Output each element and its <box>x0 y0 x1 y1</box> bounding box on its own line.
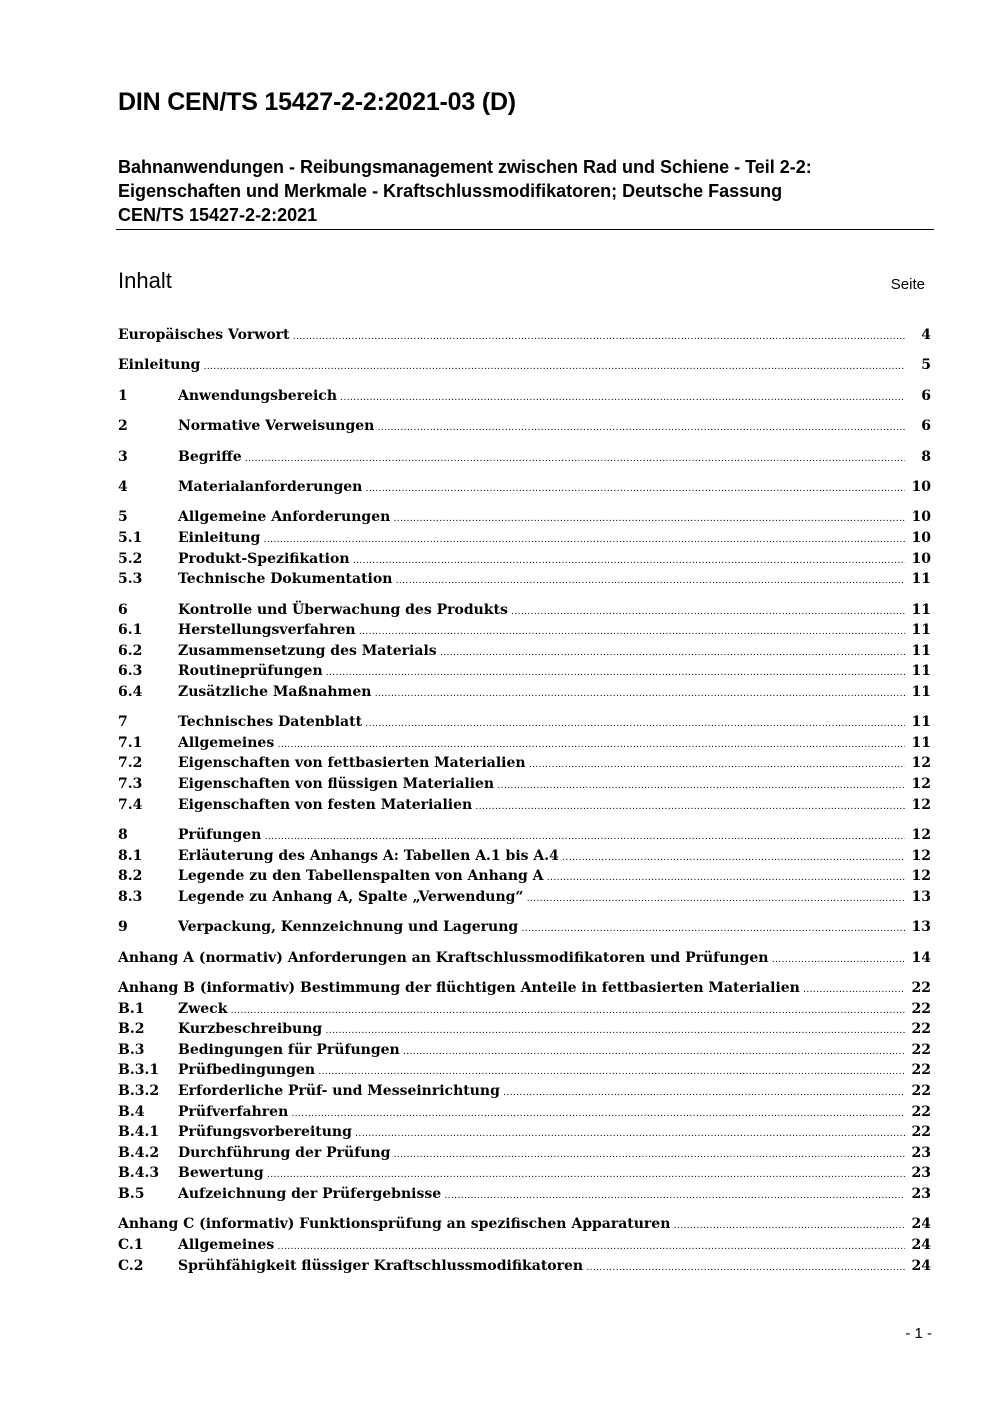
toc-entry-page: 12 <box>911 868 931 885</box>
toc-entry[interactable] <box>118 620 931 641</box>
toc-entry-label: Begriffe ..... <box>178 447 905 468</box>
toc-entry-label: Zweck ..... <box>178 999 905 1020</box>
toc-entry-page: 11 <box>911 601 931 618</box>
toc-entry-label: Allgemeine Anforderungen ..... <box>178 507 905 528</box>
toc-entry[interactable] <box>118 477 931 498</box>
toc-entry-label: Europäisches Vorwort ..... <box>118 325 905 346</box>
toc-entry-number: C.2 <box>118 1257 144 1274</box>
toc-entry-number: 6.2 <box>118 642 143 659</box>
toc-entry-page: 6 <box>921 418 931 435</box>
toc-entry-number: B.4 <box>118 1103 145 1120</box>
toc-entry-page: 6 <box>921 387 931 404</box>
toc-entry-page: 12 <box>911 847 931 864</box>
toc-entry[interactable] <box>118 1081 931 1102</box>
toc-entry-number: B.1 <box>118 1000 145 1017</box>
toc-page-column-label: Seite <box>890 276 925 293</box>
toc-entry-page: 11 <box>911 642 931 659</box>
toc-entry-page: 22 <box>911 1103 931 1120</box>
toc-entry-label: Allgemeines ..... <box>178 1235 905 1256</box>
toc-entry-page: 8 <box>921 448 931 465</box>
toc-entry-number: 5.3 <box>118 571 143 588</box>
toc-entry-number: 3 <box>118 448 128 465</box>
toc-entry-label: Eigenschaften von festen Materialien ..... <box>178 795 905 816</box>
toc-entry-number: 7.1 <box>118 734 143 751</box>
toc-entry-label: Anhang C (informativ) Funktionsprüfung an spezifischen Apparaturen ..... <box>118 1214 905 1235</box>
toc-entry-page: 14 <box>911 949 931 966</box>
toc-entry-page: 11 <box>911 734 931 751</box>
toc-entry[interactable] <box>118 917 931 938</box>
toc-entry[interactable] <box>118 549 931 570</box>
toc-entry-page: 22 <box>911 980 931 996</box>
toc-entry-page: 11 <box>911 663 931 680</box>
toc-entry-label: Durchführung der Prüfung ..... <box>178 1143 905 1164</box>
toc-entry-label: Kontrolle und Überwachung des Produkts ..... <box>178 600 905 621</box>
toc-entry[interactable] <box>118 447 931 468</box>
toc-entry-number: 6.3 <box>118 663 143 680</box>
toc-entry[interactable] <box>118 712 931 733</box>
toc-entry-number: 2 <box>118 418 128 435</box>
toc-entry-page: 12 <box>911 796 931 813</box>
toc-entry-page: 11 <box>911 571 931 588</box>
document-title-line: Bahnanwendungen - Reibungsmanagement zwischen Rad und Schiene - Teil 2-2: <box>118 157 812 177</box>
toc-entry[interactable] <box>118 1235 931 1256</box>
toc-entry-label: Legende zu Anhang A, Spalte „Verwendung“ ..... <box>178 887 905 908</box>
toc-entry[interactable] <box>118 641 931 662</box>
toc-entry-page: 10 <box>911 509 931 526</box>
toc-entry-label: Zusätzliche Maßnahmen ..... <box>178 682 905 703</box>
toc-entry-page: 12 <box>911 827 931 844</box>
toc-entry-label: Prüfungen ..... <box>178 825 905 846</box>
document-title-line: CEN/TS 15427-2-2:2021 <box>118 205 318 225</box>
toc-entry[interactable] <box>118 733 931 754</box>
toc-entry[interactable] <box>118 682 931 703</box>
toc-entry-label: Verpackung, Kennzeichnung und Lagerung ..... <box>178 917 905 938</box>
toc-entry[interactable] <box>118 569 931 590</box>
toc-entry-label: Herstellungsverfahren ..... <box>178 620 905 641</box>
toc-entry-label: Kurzbeschreibung ..... <box>178 1019 905 1040</box>
toc-entry-page: 23 <box>911 1185 931 1202</box>
toc-entry-page: 22 <box>911 1000 931 1017</box>
toc-entry[interactable] <box>118 825 931 846</box>
toc-entry-number: 5 <box>118 509 128 526</box>
toc-entry[interactable] <box>118 774 931 795</box>
toc-entry-number: 7.3 <box>118 776 143 793</box>
toc-entry-page: 11 <box>911 714 931 731</box>
toc-entry[interactable] <box>118 600 931 621</box>
toc-entry-page: 24 <box>911 1257 931 1274</box>
toc-entry-number: B.3.2 <box>118 1082 160 1099</box>
toc-entry-label: Bewertung ..... <box>178 1163 905 1184</box>
toc-entry-page: 13 <box>911 919 931 936</box>
toc-entry-page: 22 <box>911 1041 931 1058</box>
toc-entry[interactable] <box>118 999 931 1020</box>
page-number: - 1 - <box>905 1325 932 1342</box>
toc-entry-page: 23 <box>911 1165 931 1182</box>
toc-entry-label: Erforderliche Prüf- und Messeinrichtung ..... <box>178 1081 905 1102</box>
toc-entry-number: 1 <box>118 387 128 404</box>
toc-entry[interactable] <box>118 355 931 376</box>
toc-entry-label: Eigenschaften von flüssigen Materialien ..... <box>178 774 905 795</box>
toc-entry-page: 13 <box>911 888 931 905</box>
toc-entry[interactable] <box>118 661 931 682</box>
toc-entry-number: 6 <box>118 601 128 618</box>
toc-entry-page: 22 <box>911 1124 931 1141</box>
toc-entry-label: Technische Dokumentation ..... <box>178 569 905 590</box>
toc-entry[interactable] <box>118 507 931 528</box>
toc-entry-page: 22 <box>911 1062 931 1079</box>
toc-entry[interactable] <box>118 1040 931 1061</box>
toc-entry[interactable] <box>118 1163 931 1184</box>
toc-entry-number: B.4.3 <box>118 1165 160 1182</box>
toc-entry-number: 8 <box>118 827 128 844</box>
toc-entry-number: B.3.1 <box>118 1062 160 1079</box>
toc-entry-label: Allgemeines ..... <box>178 733 905 754</box>
toc-entry-page: 12 <box>911 755 931 772</box>
toc-entry-number: 6.1 <box>118 622 143 639</box>
document-title <box>118 155 934 227</box>
toc-entry[interactable] <box>118 1019 931 1040</box>
toc-entry-number: 9 <box>118 919 128 936</box>
toc-entry[interactable] <box>118 1256 931 1277</box>
toc-entry-page: 23 <box>911 1144 931 1161</box>
toc-entry[interactable] <box>118 846 931 867</box>
toc-entry-label: Zusammensetzung des Materials ..... <box>178 641 905 662</box>
toc-entry-page: 11 <box>911 622 931 639</box>
toc-entry-number: B.5 <box>118 1185 145 1202</box>
toc-entry-label: Anhang A (normativ) Anforderungen an Kraftschlussmodifikatoren und Prüfungen ..... <box>118 948 905 969</box>
toc-entry[interactable] <box>118 416 931 437</box>
toc-entry-page: 24 <box>911 1236 931 1253</box>
toc-entry[interactable] <box>118 1214 931 1235</box>
toc-entry[interactable] <box>118 887 931 908</box>
toc-entry-page: 12 <box>911 776 931 793</box>
toc-entry-label: Normative Verweisungen ..... <box>178 416 905 437</box>
toc-entry-label: Bedingungen für Prüfungen ..... <box>178 1040 905 1061</box>
toc-entry-number: B.2 <box>118 1021 145 1038</box>
toc-entry-number: 4 <box>118 478 128 495</box>
toc-entry-label: Einleitung ..... <box>178 528 905 549</box>
toc-entry-label: Produkt-Spezifikation ..... <box>178 549 905 570</box>
toc-entry-number: 7.4 <box>118 796 143 813</box>
toc-entry-page: 11 <box>911 683 931 700</box>
toc-entry[interactable] <box>118 386 931 407</box>
toc-entry-number: 6.4 <box>118 683 143 700</box>
toc-entry-number: C.1 <box>118 1236 144 1253</box>
toc-entry[interactable] <box>118 866 931 887</box>
toc-entry[interactable] <box>118 1122 931 1143</box>
toc-entry-number: B.4.1 <box>118 1124 160 1141</box>
title-divider <box>116 229 934 230</box>
toc-entry-label: Prüfbedingungen ..... <box>178 1060 905 1081</box>
toc-entry[interactable] <box>118 753 931 774</box>
toc-entry-label: Technisches Datenblatt ..... <box>178 712 905 733</box>
toc-entry-number: 7 <box>118 714 128 731</box>
toc-entry-page: 10 <box>911 478 931 495</box>
toc-entry-label: Prüfungsvorbereitung ..... <box>178 1122 905 1143</box>
toc-entry[interactable] <box>118 528 931 549</box>
toc-entry-label: Sprühfähigkeit flüssiger Kraftschlussmodifikatoren ..... <box>178 1256 905 1277</box>
toc-entry[interactable] <box>118 1184 931 1205</box>
toc-entry-label: Legende zu den Tabellenspalten von Anhang A ..... <box>178 866 905 887</box>
toc-entry-number: 8.1 <box>118 847 143 864</box>
toc-entry-label: Aufzeichnung der Prüfergebnisse ..... <box>178 1184 905 1205</box>
table-of-contents <box>118 325 931 1276</box>
toc-entry[interactable] <box>118 1143 931 1164</box>
toc-entry-label: Materialanforderungen ..... <box>178 477 905 498</box>
toc-entry-page: 24 <box>911 1216 931 1233</box>
toc-entry[interactable] <box>118 325 931 346</box>
document-id: DIN CEN/TS 15427-2-2:2021-03 (D) <box>118 88 516 116</box>
toc-entry-page: 10 <box>911 529 931 546</box>
toc-entry-number: 5.1 <box>118 529 143 546</box>
toc-entry-number: B.4.2 <box>118 1144 160 1161</box>
toc-entry-label: Eigenschaften von fettbasierten Materialien ..... <box>178 753 905 774</box>
toc-entry[interactable] <box>118 978 931 999</box>
toc-entry-number: 5.2 <box>118 550 143 567</box>
toc-entry-page: 4 <box>921 327 931 343</box>
toc-entry[interactable] <box>118 795 931 816</box>
toc-entry-page: 5 <box>921 357 931 374</box>
toc-entry[interactable] <box>118 1102 931 1123</box>
toc-heading: Inhalt <box>118 268 172 293</box>
toc-entry[interactable] <box>118 1060 931 1081</box>
toc-entry-number: B.3 <box>118 1041 145 1058</box>
toc-entry-label: Erläuterung des Anhangs A: Tabellen A.1 bis A.4 ..... <box>178 846 905 867</box>
toc-entry-label: Prüfverfahren ..... <box>178 1102 905 1123</box>
toc-entry-page: 10 <box>911 550 931 567</box>
document-title-line: Eigenschaften und Merkmale - Kraftschlussmodifikatoren; Deutsche Fassung <box>118 181 783 201</box>
toc-entry-number: 8.2 <box>118 868 143 885</box>
toc-entry-label: Anwendungsbereich ..... <box>178 386 905 407</box>
toc-entry-label: Anhang B (informativ) Bestimmung der flüchtigen Anteile in fettbasierten Materialien ..... <box>118 978 905 999</box>
toc-entry-page: 22 <box>911 1021 931 1038</box>
toc-entry[interactable] <box>118 948 931 969</box>
toc-entry-page: 22 <box>911 1082 931 1099</box>
toc-entry-label: Routineprüfungen ..... <box>178 661 905 682</box>
toc-entry-number: 7.2 <box>118 755 143 772</box>
toc-entry-label: Einleitung ..... <box>118 355 905 376</box>
toc-entry-number: 8.3 <box>118 888 143 905</box>
